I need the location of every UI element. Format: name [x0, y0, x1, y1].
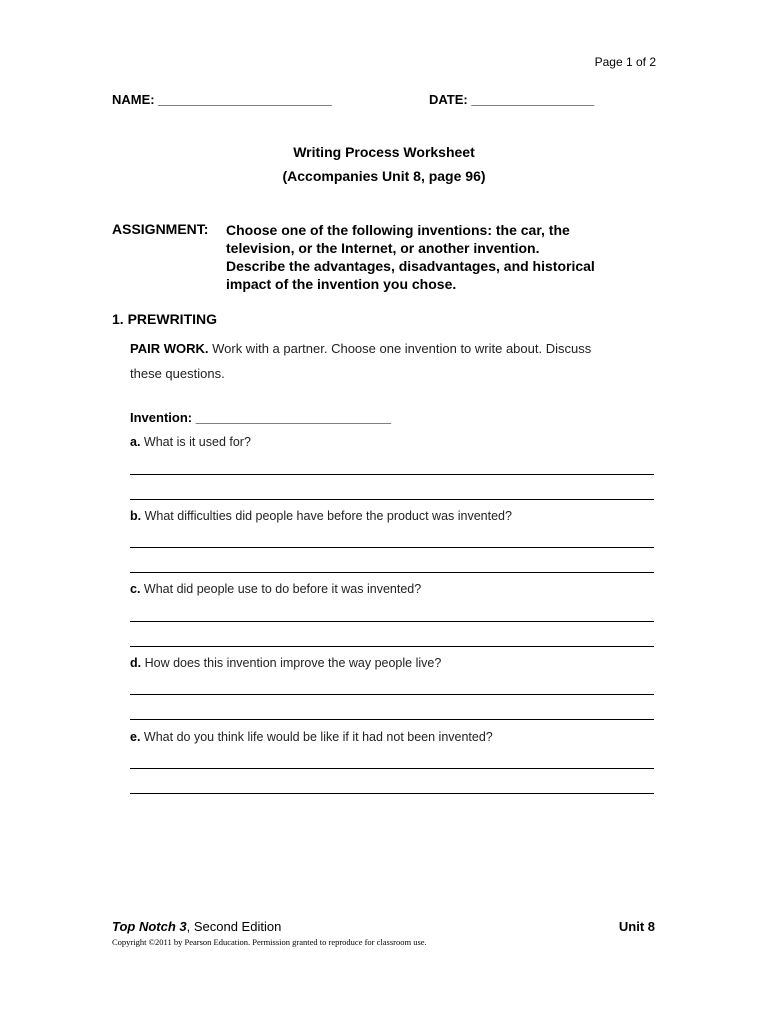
- book-edition: , Second Edition: [186, 919, 282, 934]
- assignment-text: [226, 221, 595, 293]
- book-title: Top Notch 3: [112, 919, 187, 934]
- footer-unit: Unit 8: [618, 919, 655, 934]
- date-field-label: DATE: _________________: [429, 92, 595, 107]
- worksheet-subtitle: (Accompanies Unit 8, page 96): [282, 168, 486, 184]
- answer-line[interactable]: [130, 768, 654, 769]
- page-number: Page 1 of 2: [594, 55, 656, 69]
- answer-line[interactable]: [130, 694, 654, 695]
- worksheet-title: Writing Process Worksheet: [293, 144, 475, 160]
- answer-line[interactable]: [130, 621, 654, 622]
- question-text: What do you think life would be like if it had not been invented?: [143, 730, 493, 744]
- invention-field: Invention: ___________________________: [130, 410, 391, 425]
- pair-work-instructions: [130, 336, 591, 386]
- question-c: [130, 582, 421, 596]
- answer-line[interactable]: [130, 646, 654, 647]
- question-letter: e.: [130, 730, 141, 744]
- answer-line[interactable]: [130, 719, 654, 720]
- answer-line[interactable]: [130, 547, 654, 548]
- copyright-notice: Copyright ©2011 by Pearson Education. Permission granted to reproduce for classroom use.: [112, 937, 427, 947]
- question-text: What difficulties did people have before the product was invented?: [144, 509, 512, 523]
- assignment-line: Choose one of the following inventions: the car, the: [226, 222, 570, 238]
- question-d: [130, 656, 441, 670]
- question-text: What did people use to do before it was invented?: [143, 582, 422, 596]
- question-letter: c.: [130, 582, 141, 596]
- pair-work-label: PAIR WORK.: [130, 341, 209, 356]
- assignment-line: impact of the invention you chose.: [226, 276, 457, 292]
- answer-line[interactable]: [130, 474, 654, 475]
- assignment-line: Describe the advantages, disadvantages, and historical: [226, 258, 595, 274]
- question-letter: b.: [130, 509, 142, 523]
- answer-line[interactable]: [130, 572, 654, 573]
- question-text: How does this invention improve the way people live?: [144, 656, 442, 670]
- question-text: What is it used for?: [143, 435, 251, 449]
- question-letter: d.: [130, 656, 142, 670]
- section-heading: 1. PREWRITING: [112, 311, 218, 327]
- footer-book: [112, 919, 281, 934]
- question-a: [130, 435, 251, 449]
- assignment-line: television, or the Internet, or another invention.: [226, 240, 540, 256]
- question-b: [130, 509, 512, 523]
- question-e: [130, 730, 493, 744]
- question-letter: a.: [130, 435, 141, 449]
- pair-work-text-continued: these questions.: [130, 366, 225, 381]
- pair-work-text: Work with a partner. Choose one invention to write about. Discuss: [208, 341, 592, 356]
- name-field-label: NAME: ________________________: [112, 92, 332, 107]
- answer-line[interactable]: [130, 793, 654, 794]
- answer-line[interactable]: [130, 499, 654, 500]
- assignment-label: ASSIGNMENT:: [112, 221, 209, 237]
